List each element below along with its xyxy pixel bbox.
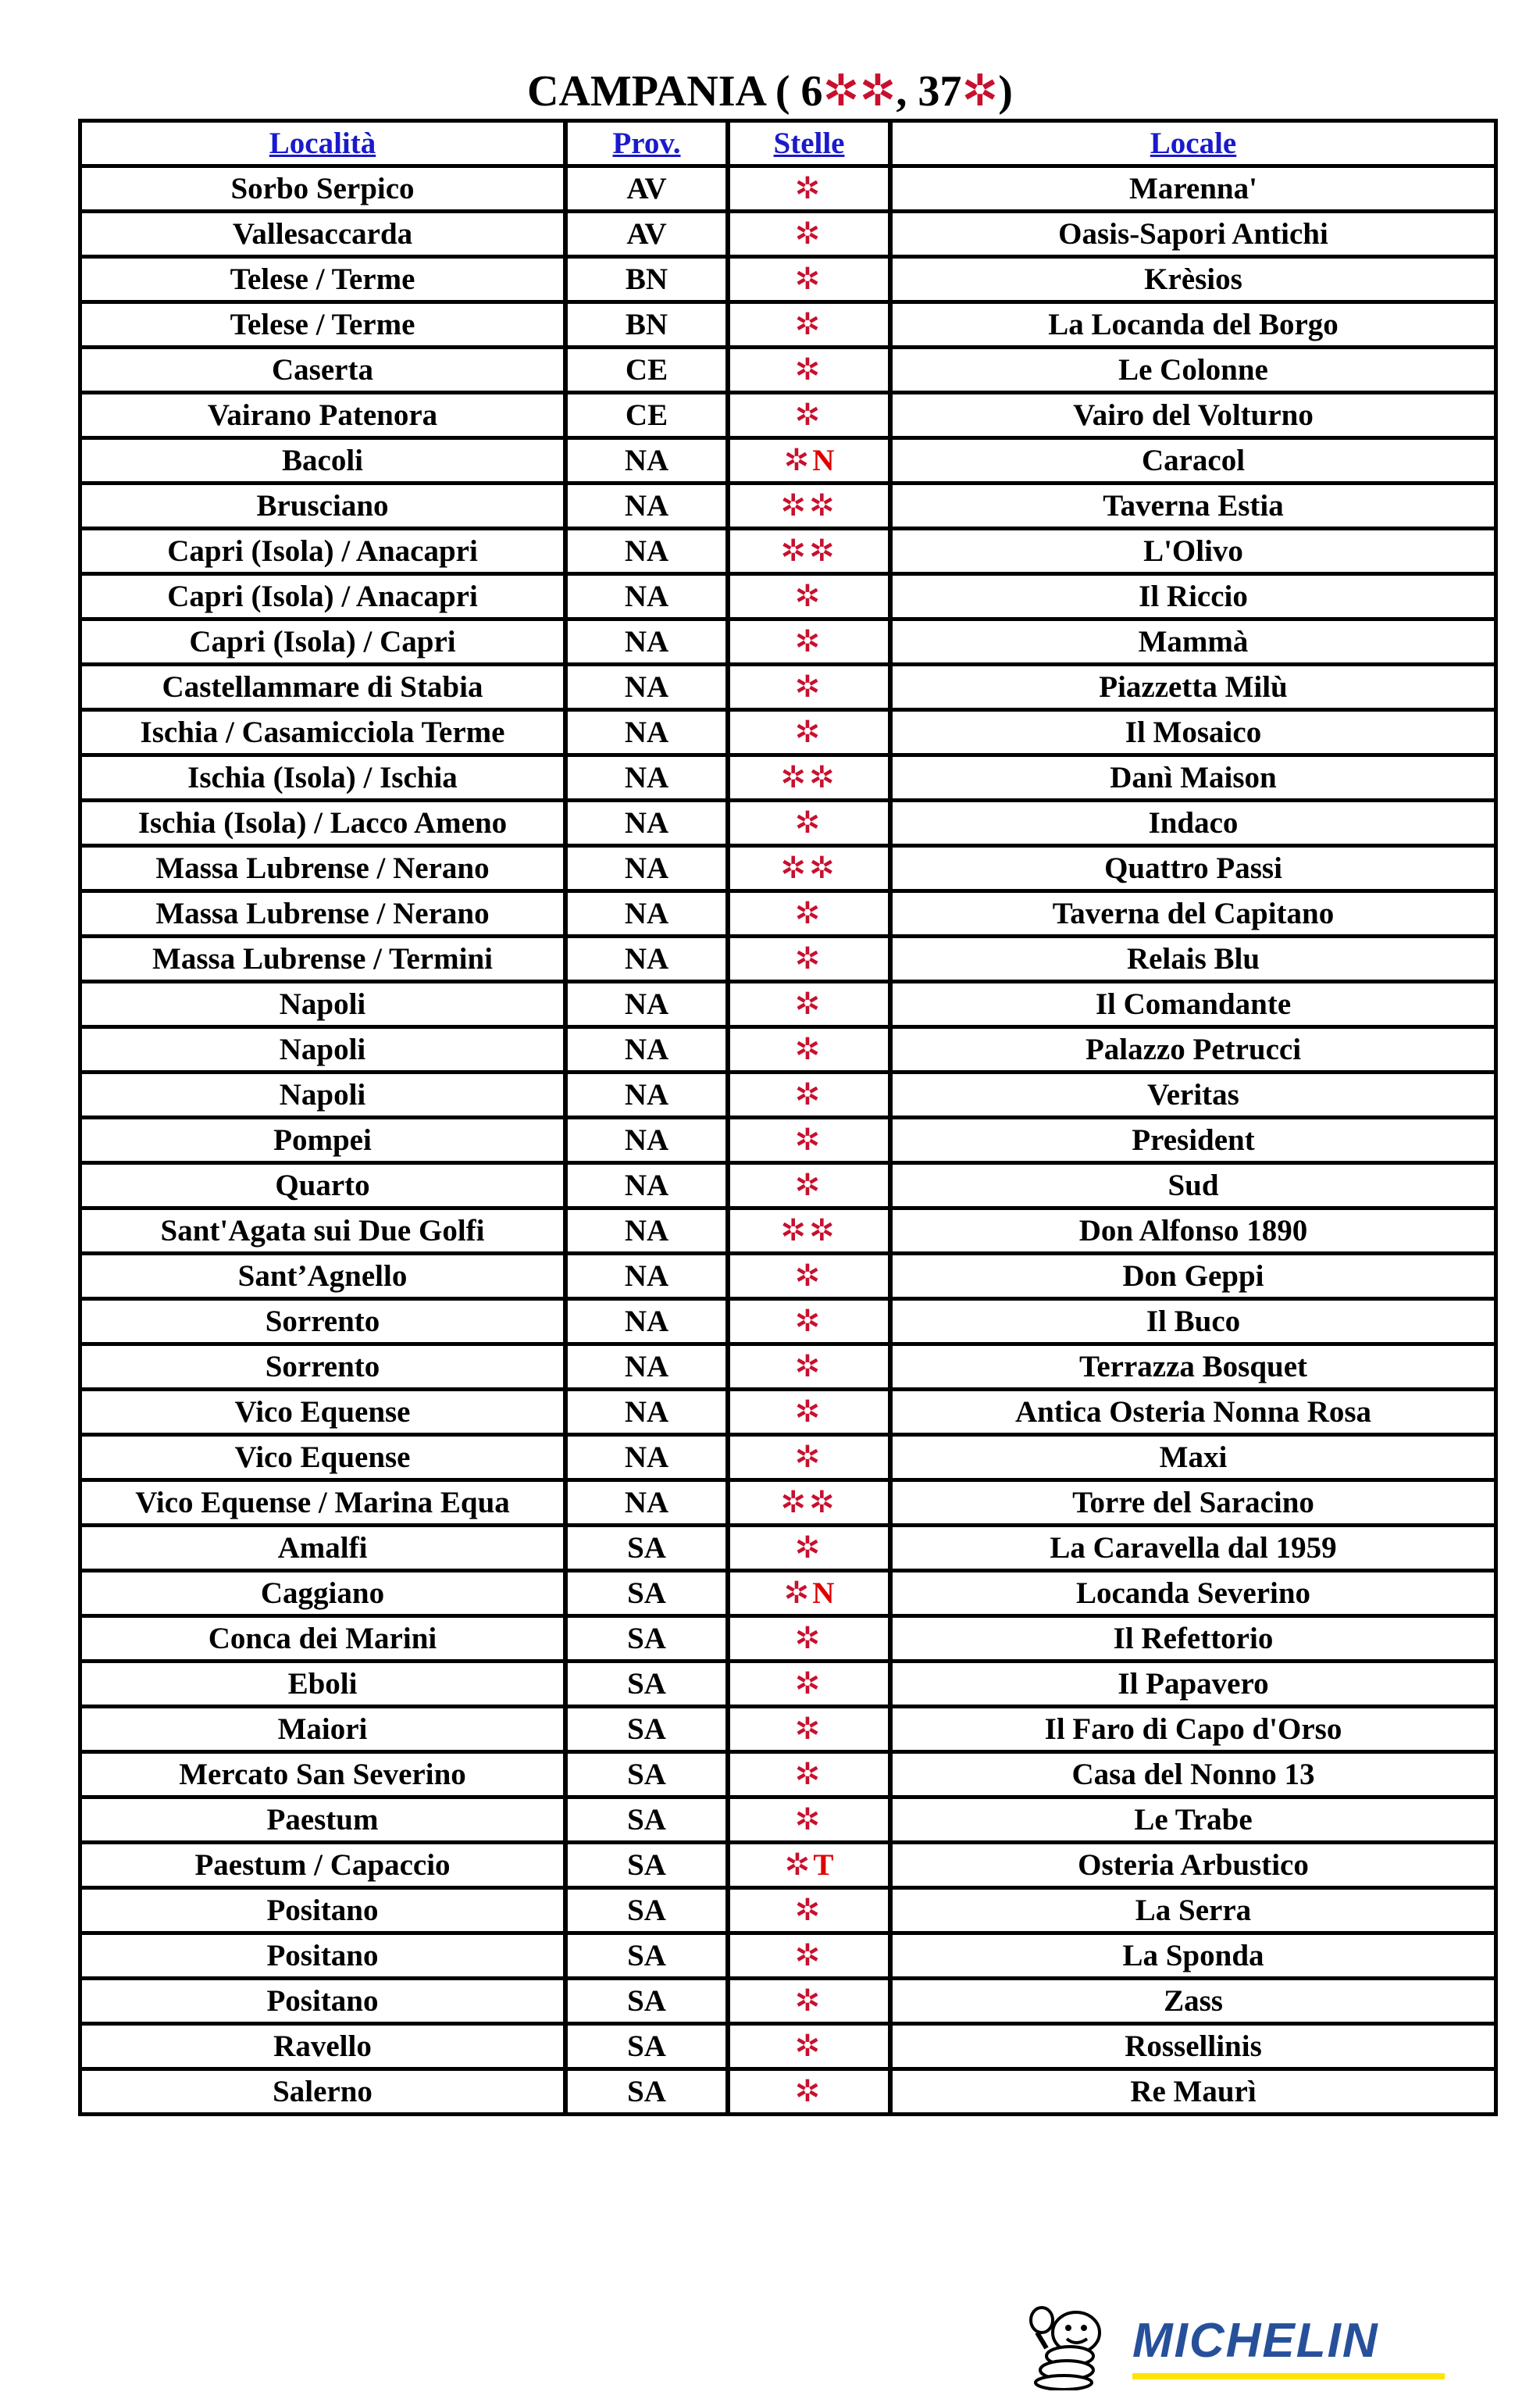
cell-prov: NA — [563, 621, 725, 662]
star-icon: ✲ — [794, 1939, 824, 1972]
cell-stelle — [725, 2026, 888, 2067]
cell-localita: Sorbo Serpico — [82, 168, 563, 209]
cell-locale: Relais Blu — [888, 938, 1494, 980]
star-icon: ✲ — [794, 942, 824, 976]
table-row — [82, 893, 1494, 934]
cell-prov: SA — [563, 1799, 725, 1840]
cell-localita: Salerno — [82, 2071, 563, 2112]
header-stelle: Stelle — [725, 123, 888, 164]
table-row — [82, 757, 1494, 798]
cell-localita: Positano — [82, 1980, 563, 2022]
cell-stelle — [725, 485, 888, 527]
cell-stelle — [725, 168, 888, 209]
star-icon: ✲ — [794, 1894, 824, 1927]
cell-stelle — [725, 1074, 888, 1116]
star-icon: ✲ — [783, 444, 813, 477]
cell-localita: Napoli — [82, 1074, 563, 1116]
cell-prov: NA — [563, 1391, 725, 1433]
star-icon: ✲ — [794, 2029, 824, 2063]
table-row — [82, 1890, 1494, 1931]
cell-localita: Massa Lubrense / Termini — [82, 938, 563, 980]
table-row — [82, 983, 1494, 1025]
cell-localita: Sorrento — [82, 1301, 563, 1342]
cell-localita: Paestum — [82, 1799, 563, 1840]
star-icon: ✲ — [794, 1622, 824, 1655]
header-locale: Locale — [888, 123, 1494, 164]
bibendum-icon — [1015, 2304, 1125, 2390]
cell-prov: BN — [563, 259, 725, 300]
cell-locale: Rossellinis — [888, 2026, 1494, 2067]
cell-stelle — [725, 1119, 888, 1161]
cell-stelle — [725, 576, 888, 617]
cell-locale: Don Geppi — [888, 1255, 1494, 1297]
cell-locale: Locanda Severino — [888, 1572, 1494, 1614]
star-icon: ✲✲ — [780, 489, 838, 523]
cell-locale: Indaco — [888, 802, 1494, 844]
table-row — [82, 1346, 1494, 1387]
cell-locale: Veritas — [888, 1074, 1494, 1116]
table-row — [82, 621, 1494, 662]
cell-prov: NA — [563, 983, 725, 1025]
table-row — [82, 304, 1494, 345]
cell-stelle — [725, 1980, 888, 2022]
cell-prov: NA — [563, 1119, 725, 1161]
cell-localita: Bacoli — [82, 440, 563, 481]
cell-localita: Brusciano — [82, 485, 563, 527]
cell-locale: La Sponda — [888, 1935, 1494, 1976]
table-row — [82, 2071, 1494, 2112]
cell-locale: Il Papavero — [888, 1663, 1494, 1705]
cell-localita: Telese / Terme — [82, 304, 563, 345]
table-row — [82, 2026, 1494, 2067]
star-icon: ✲ — [794, 1123, 824, 1157]
one-star-icon: ✲ — [961, 67, 999, 116]
cell-prov: NA — [563, 757, 725, 798]
star-icon: ✲ — [794, 987, 824, 1021]
cell-prov: AV — [563, 168, 725, 209]
cell-localita: Paestum / Capaccio — [82, 1844, 563, 1886]
cell-localita: Capri (Isola) / Capri — [82, 621, 563, 662]
table-row — [82, 1391, 1494, 1433]
cell-stelle — [725, 983, 888, 1025]
cell-localita: Vallesaccarda — [82, 213, 563, 255]
cell-localita: Caserta — [82, 349, 563, 391]
cell-prov: NA — [563, 1210, 725, 1251]
cell-prov: NA — [563, 576, 725, 617]
cell-locale: La Caravella dal 1959 — [888, 1527, 1494, 1569]
cell-locale: Mammà — [888, 621, 1494, 662]
star-icon: ✲ — [794, 625, 824, 659]
cell-localita: Ischia (Isola) / Ischia — [82, 757, 563, 798]
star-icon: ✲ — [784, 1848, 814, 1882]
cell-prov: SA — [563, 1708, 725, 1750]
star-icon: ✲✲ — [780, 1214, 838, 1248]
table-row — [82, 1708, 1494, 1750]
cell-prov: CE — [563, 394, 725, 436]
cell-localita: Eboli — [82, 1663, 563, 1705]
cell-prov: NA — [563, 1482, 725, 1523]
cell-stelle — [725, 1663, 888, 1705]
table-row — [82, 1074, 1494, 1116]
michelin-logo — [1015, 2304, 1453, 2390]
cell-localita: Castellammare di Stabia — [82, 666, 563, 708]
table-row — [82, 1210, 1494, 1251]
cell-locale: Piazzetta Milù — [888, 666, 1494, 708]
cell-prov: SA — [563, 1890, 725, 1931]
header-prov: Prov. — [563, 123, 725, 164]
cell-stelle — [725, 1572, 888, 1614]
table-row — [82, 1119, 1494, 1161]
cell-prov: SA — [563, 2071, 725, 2112]
star-icon: ✲ — [794, 1350, 824, 1383]
cell-stelle — [725, 938, 888, 980]
cell-stelle — [725, 1210, 888, 1251]
cell-prov: NA — [563, 1255, 725, 1297]
cell-localita: Ischia / Casamicciola Terme — [82, 712, 563, 753]
cell-stelle — [725, 1165, 888, 1206]
star-icon: ✲ — [794, 1984, 824, 2018]
star-icon: ✲ — [794, 1305, 824, 1338]
cell-localita: Vairano Patenora — [82, 394, 563, 436]
star-icon: ✲ — [794, 580, 824, 613]
cell-stelle — [725, 1935, 888, 1976]
cell-stelle — [725, 1029, 888, 1070]
cell-locale: Antica Osteria Nonna Rosa — [888, 1391, 1494, 1433]
cell-stelle — [725, 349, 888, 391]
cell-prov: NA — [563, 893, 725, 934]
cell-stelle — [725, 304, 888, 345]
table-row — [82, 666, 1494, 708]
cell-prov: NA — [563, 1165, 725, 1206]
star-icon: ✲ — [794, 1078, 824, 1112]
table-row — [82, 1844, 1494, 1886]
cell-locale: Re Maurì — [888, 2071, 1494, 2112]
cell-prov: SA — [563, 1618, 725, 1659]
cell-prov: NA — [563, 1074, 725, 1116]
table-row — [82, 938, 1494, 980]
star-icon: ✲ — [794, 353, 824, 387]
star-icon: ✲ — [794, 1169, 824, 1202]
star-icon: ✲ — [794, 217, 824, 251]
table-row — [82, 349, 1494, 391]
flag-badge: T — [813, 1848, 834, 1882]
cell-stelle — [725, 1844, 888, 1886]
cell-localita: Mercato San Severino — [82, 1754, 563, 1795]
table-row — [82, 1527, 1494, 1569]
cell-localita: Amalfi — [82, 1527, 563, 1569]
cell-stelle — [725, 1482, 888, 1523]
star-icon: ✲ — [794, 1259, 824, 1293]
cell-stelle — [725, 1527, 888, 1569]
cell-locale: Il Comandante — [888, 983, 1494, 1025]
cell-stelle — [725, 1301, 888, 1342]
star-icon: ✲ — [794, 2075, 824, 2108]
cell-locale: Il Buco — [888, 1301, 1494, 1342]
cell-locale: President — [888, 1119, 1494, 1161]
cell-prov: AV — [563, 213, 725, 255]
cell-localita: Vico Equense — [82, 1391, 563, 1433]
cell-localita: Sant’Agnello — [82, 1255, 563, 1297]
cell-prov: NA — [563, 485, 725, 527]
cell-locale: L'Olivo — [888, 530, 1494, 572]
cell-prov: NA — [563, 802, 725, 844]
cell-locale: Le Trabe — [888, 1799, 1494, 1840]
cell-localita: Vico Equense — [82, 1437, 563, 1478]
brand-underline — [1132, 2373, 1445, 2379]
cell-localita: Ischia (Isola) / Lacco Ameno — [82, 802, 563, 844]
cell-localita: Capri (Isola) / Anacapri — [82, 530, 563, 572]
table-row — [82, 259, 1494, 300]
cell-stelle — [725, 893, 888, 934]
table-row — [82, 1165, 1494, 1206]
table-row — [82, 802, 1494, 844]
cell-localita: Positano — [82, 1890, 563, 1931]
brand-name: MICHELIN — [1132, 2314, 1379, 2368]
star-icon: ✲ — [794, 1712, 824, 1746]
cell-localita: Napoli — [82, 1029, 563, 1070]
cell-prov: SA — [563, 1935, 725, 1976]
cell-prov: NA — [563, 938, 725, 980]
cell-stelle — [725, 757, 888, 798]
cell-prov: NA — [563, 848, 725, 889]
table-row — [82, 1618, 1494, 1659]
cell-locale: Maxi — [888, 1437, 1494, 1478]
cell-locale: Don Alfonso 1890 — [888, 1210, 1494, 1251]
star-icon: ✲ — [794, 1758, 824, 1791]
table-header-row — [82, 123, 1494, 164]
cell-stelle — [725, 802, 888, 844]
table-row — [82, 213, 1494, 255]
page-title: CAMPANIA ( 6✲✲, 37✲) — [527, 67, 1013, 116]
cell-localita: Positano — [82, 1935, 563, 1976]
cell-prov: SA — [563, 1844, 725, 1886]
cell-stelle — [725, 1890, 888, 1931]
star-icon: ✲✲ — [780, 851, 838, 885]
table-row — [82, 1437, 1494, 1478]
cell-locale: La Serra — [888, 1890, 1494, 1931]
cell-locale: Danì Maison — [888, 757, 1494, 798]
cell-locale: La Locanda del Borgo — [888, 304, 1494, 345]
cell-locale: Il Refettorio — [888, 1618, 1494, 1659]
cell-prov: SA — [563, 2026, 725, 2067]
cell-prov: NA — [563, 1029, 725, 1070]
cell-localita: Capri (Isola) / Anacapri — [82, 576, 563, 617]
cell-locale: Taverna del Capitano — [888, 893, 1494, 934]
cell-stelle — [725, 440, 888, 481]
cell-locale: Casa del Nonno 13 — [888, 1754, 1494, 1795]
cell-stelle — [725, 1255, 888, 1297]
star-icon: ✲ — [783, 1576, 813, 1610]
table-row — [82, 1935, 1494, 1976]
table-row — [82, 168, 1494, 209]
cell-prov: NA — [563, 530, 725, 572]
star-icon: ✲ — [794, 806, 824, 840]
cell-locale: Il Faro di Capo d'Orso — [888, 1708, 1494, 1750]
cell-locale: Caracol — [888, 440, 1494, 481]
cell-stelle — [725, 1799, 888, 1840]
star-icon: ✲ — [794, 897, 824, 930]
cell-locale: Sud — [888, 1165, 1494, 1206]
cell-localita: Massa Lubrense / Nerano — [82, 893, 563, 934]
table-row — [82, 848, 1494, 889]
cell-locale: Vairo del Volturno — [888, 394, 1494, 436]
cell-locale: Quattro Passi — [888, 848, 1494, 889]
star-icon: ✲✲ — [780, 761, 838, 794]
table-row — [82, 530, 1494, 572]
star-icon: ✲ — [794, 398, 824, 432]
flag-badge: N — [812, 1576, 835, 1610]
cell-prov: NA — [563, 712, 725, 753]
cell-locale: Torre del Saracino — [888, 1482, 1494, 1523]
cell-localita: Telese / Terme — [82, 259, 563, 300]
cell-stelle — [725, 1618, 888, 1659]
cell-locale: Osteria Arbustico — [888, 1844, 1494, 1886]
cell-locale: Il Mosaico — [888, 712, 1494, 753]
cell-stelle — [725, 2071, 888, 2112]
table-row — [82, 1572, 1494, 1614]
star-icon: ✲ — [794, 172, 824, 205]
cell-localita: Pompei — [82, 1119, 563, 1161]
flag-badge: N — [812, 444, 835, 477]
table-row — [82, 440, 1494, 481]
cell-stelle — [725, 259, 888, 300]
cell-prov: NA — [563, 1346, 725, 1387]
table-row — [82, 1980, 1494, 2022]
cell-locale: Marenna' — [888, 168, 1494, 209]
cell-locale: Il Riccio — [888, 576, 1494, 617]
table-row — [82, 712, 1494, 753]
cell-localita: Ravello — [82, 2026, 563, 2067]
cell-localita: Maiori — [82, 1708, 563, 1750]
star-icon: ✲ — [794, 262, 824, 296]
table-row — [82, 1255, 1494, 1297]
cell-locale: Zass — [888, 1980, 1494, 2022]
cell-stelle — [725, 1754, 888, 1795]
star-icon: ✲ — [794, 670, 824, 704]
cell-stelle — [725, 666, 888, 708]
cell-prov: BN — [563, 304, 725, 345]
table-row — [82, 394, 1494, 436]
cell-prov: SA — [563, 1663, 725, 1705]
cell-prov: NA — [563, 666, 725, 708]
table-row — [82, 576, 1494, 617]
cell-prov: SA — [563, 1572, 725, 1614]
cell-prov: CE — [563, 349, 725, 391]
table-row — [82, 1663, 1494, 1705]
restaurants-table — [78, 119, 1498, 2116]
cell-prov: SA — [563, 1980, 725, 2022]
header-localita: Località — [82, 123, 563, 164]
cell-localita: Caggiano — [82, 1572, 563, 1614]
star-icon: ✲ — [794, 1667, 824, 1701]
cell-locale: Krèsios — [888, 259, 1494, 300]
star-icon: ✲✲ — [780, 1486, 838, 1519]
cell-stelle — [725, 1346, 888, 1387]
cell-stelle — [725, 394, 888, 436]
cell-prov: SA — [563, 1527, 725, 1569]
table-row — [82, 1754, 1494, 1795]
cell-locale: Palazzo Petrucci — [888, 1029, 1494, 1070]
cell-localita: Quarto — [82, 1165, 563, 1206]
cell-stelle — [725, 213, 888, 255]
star-icon: ✲✲ — [780, 534, 838, 568]
cell-stelle — [725, 530, 888, 572]
cell-locale: Oasis-Sapori Antichi — [888, 213, 1494, 255]
cell-locale: Taverna Estia — [888, 485, 1494, 527]
cell-stelle — [725, 1708, 888, 1750]
star-icon: ✲ — [794, 716, 824, 749]
cell-localita: Sant'Agata sui Due Golfi — [82, 1210, 563, 1251]
cell-prov: NA — [563, 1301, 725, 1342]
star-icon: ✲ — [794, 1395, 824, 1429]
table-row — [82, 485, 1494, 527]
star-icon: ✲ — [794, 1803, 824, 1837]
cell-localita: Vico Equense / Marina Equa — [82, 1482, 563, 1523]
table-row — [82, 1029, 1494, 1070]
cell-stelle — [725, 621, 888, 662]
cell-stelle — [725, 712, 888, 753]
cell-stelle — [725, 1391, 888, 1433]
cell-localita: Massa Lubrense / Nerano — [82, 848, 563, 889]
cell-prov: SA — [563, 1754, 725, 1795]
cell-locale: Le Colonne — [888, 349, 1494, 391]
two-star-icon: ✲✲ — [822, 67, 897, 116]
cell-stelle — [725, 848, 888, 889]
star-icon: ✲ — [794, 1033, 824, 1066]
cell-prov: NA — [563, 1437, 725, 1478]
cell-localita: Sorrento — [82, 1346, 563, 1387]
table-row — [82, 1799, 1494, 1840]
cell-prov: NA — [563, 440, 725, 481]
table-row — [82, 1301, 1494, 1342]
star-icon: ✲ — [794, 1531, 824, 1565]
cell-stelle — [725, 1437, 888, 1478]
cell-locale: Terrazza Bosquet — [888, 1346, 1494, 1387]
cell-localita: Napoli — [82, 983, 563, 1025]
star-icon: ✲ — [794, 308, 824, 341]
table-row — [82, 1482, 1494, 1523]
star-icon: ✲ — [794, 1440, 824, 1474]
cell-localita: Conca dei Marini — [82, 1618, 563, 1659]
